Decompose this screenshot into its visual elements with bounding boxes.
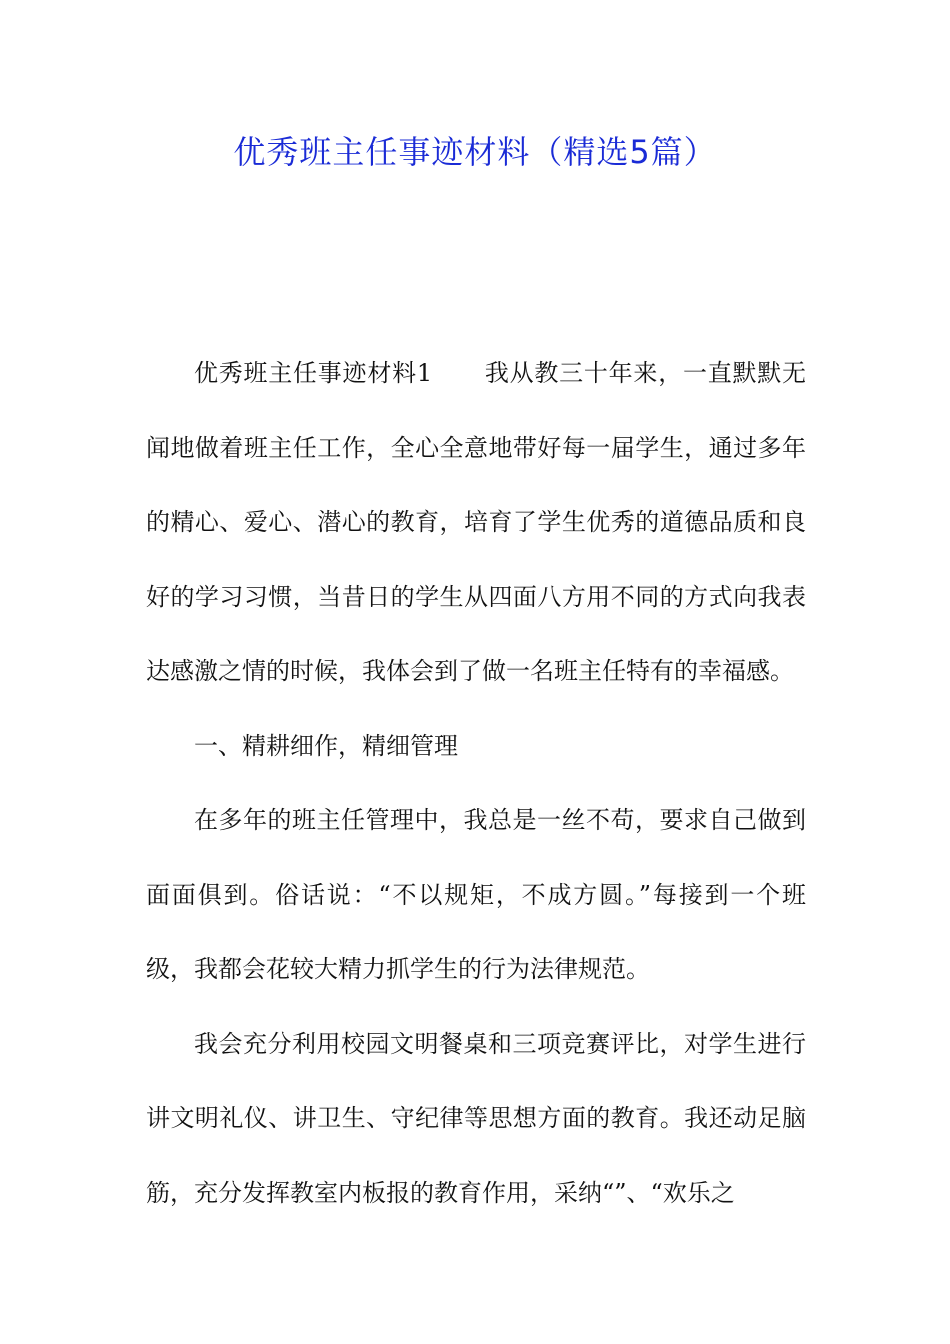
paragraph-1-text: 我从教三十年来，一直默默无闻地做着班主任工作，全心全意地带好每一届学生，通过多年的精心、爱心、潜心的教育，培育了学生优秀的道德品质和良好的学习习惯，当昔日的学生从四面八方用不同的方式向我表达感激之情的时候，我体会到了做一名班主任特有的幸福感。 [146, 359, 806, 685]
document-body [146, 336, 806, 1230]
section-heading-refined-management: 一、精耕细作，精细管理 [194, 731, 458, 760]
paragraph-3: 我会充分利用校园文明餐桌和三项竞赛评比，对学生进行讲文明礼仪、讲卫生、守纪律等思想方面的教育。我还动足脑筋，充分发挥教室内板报的教育作用，采纳“”、“欢乐之 [146, 1029, 806, 1207]
paragraph-1 [146, 336, 806, 709]
document-title: 优秀班主任事迹材料（精选5篇） [233, 133, 717, 171]
section-heading-1: 优秀班主任事迹材料1 [194, 359, 433, 387]
paragraph-2: 在多年的班主任管理中，我总是一丝不苟，要求自己做到面面俱到。俗话说：“不以规矩，不成方圆。”每接到一个班级，我都会花较大精力抓学生的行为法律规范。 [146, 806, 806, 983]
